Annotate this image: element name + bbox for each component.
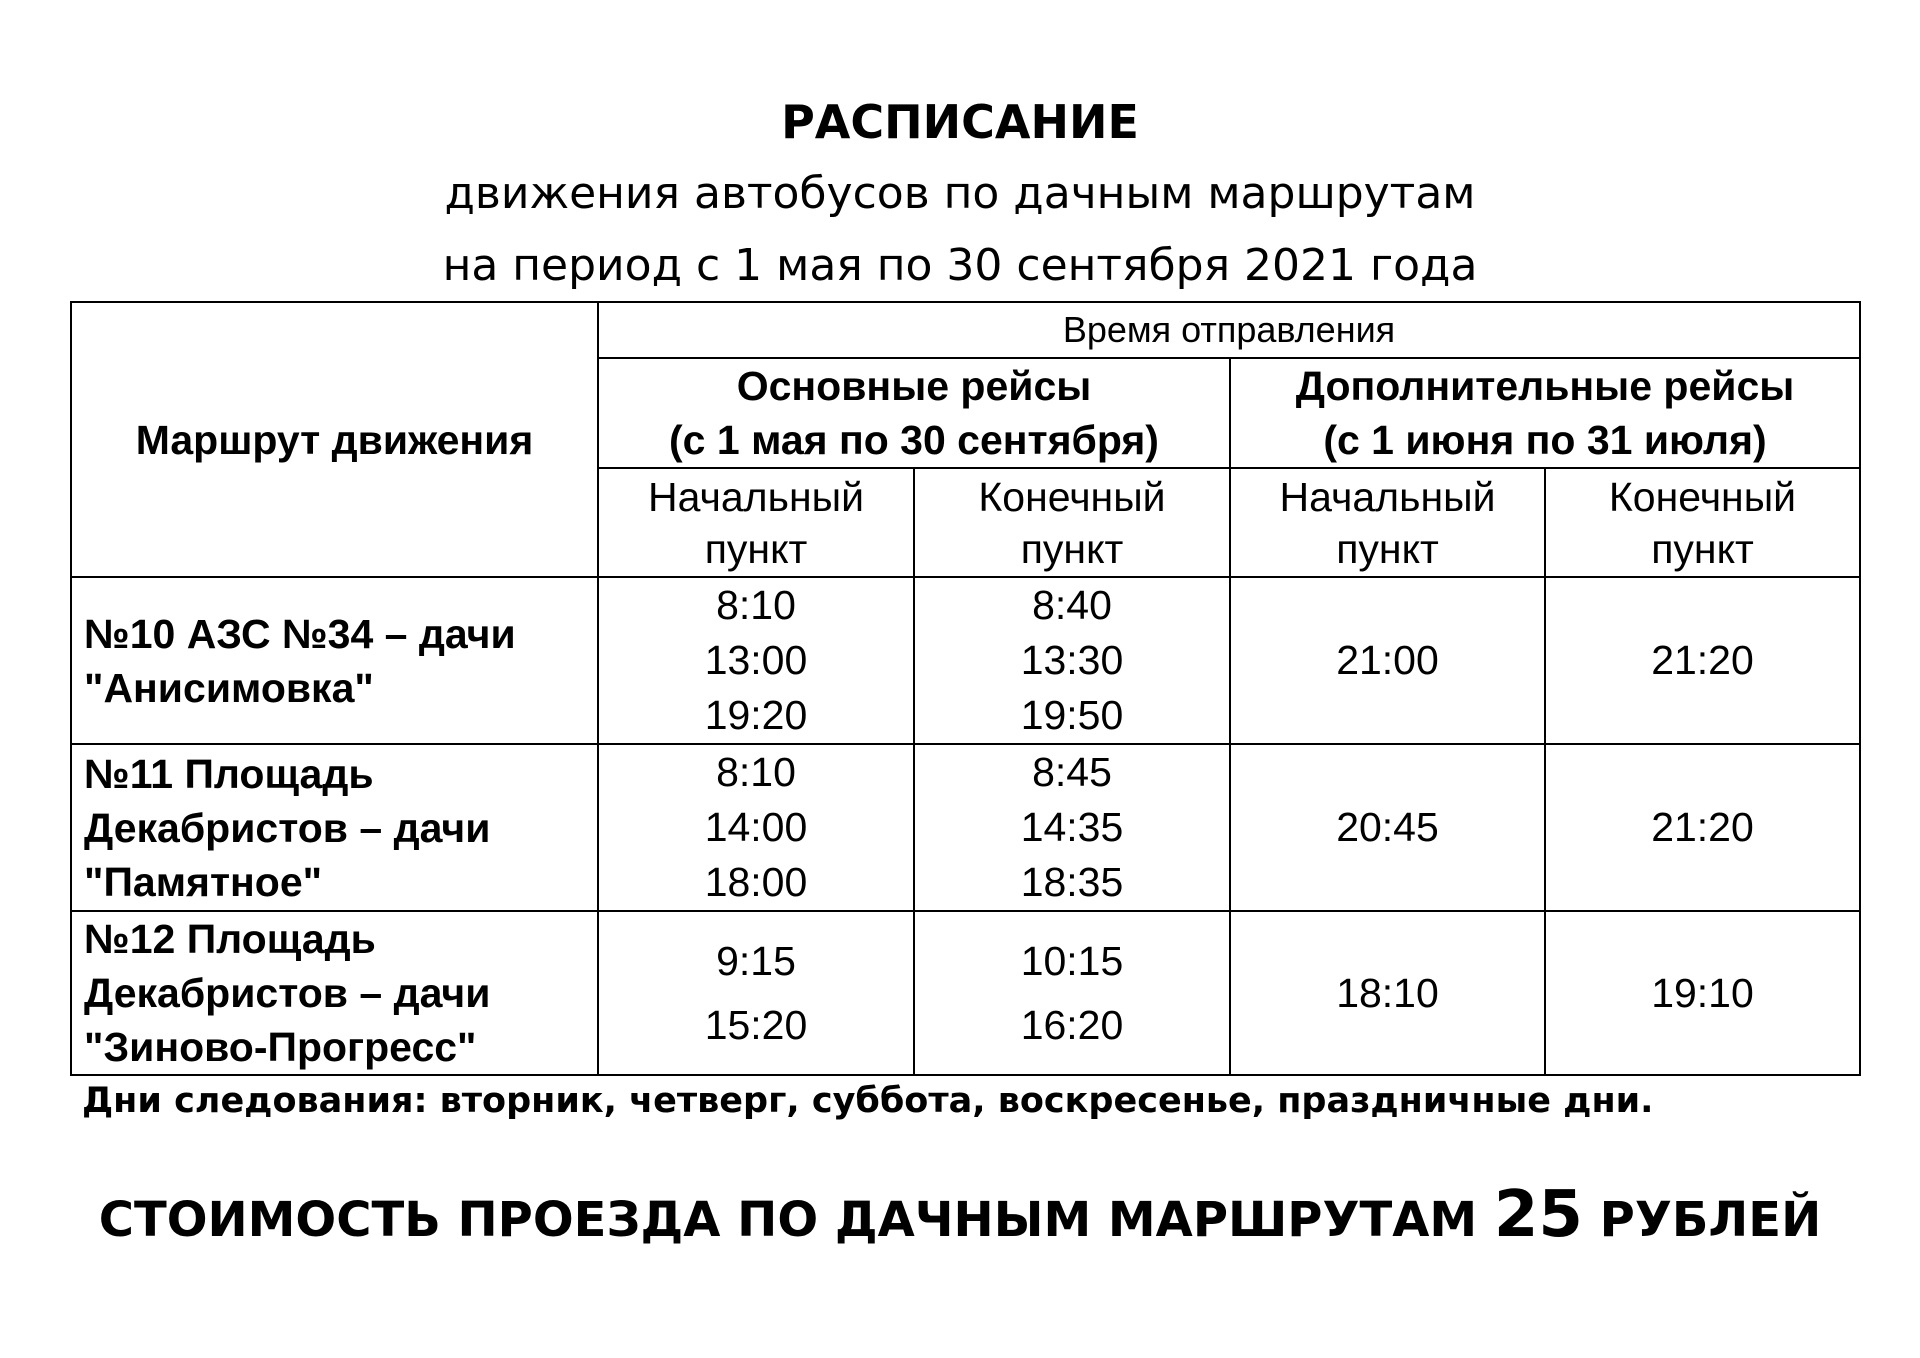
extra-start-time: 21:00 <box>1230 577 1545 744</box>
route-cell <box>71 744 598 911</box>
sub-header-extra-end <box>1545 468 1860 577</box>
time-value: 8:45 <box>1032 749 1112 795</box>
page-title: РАСПИСАНИЕ <box>781 95 1139 149</box>
sub-header-line: пункт <box>1020 525 1124 572</box>
main-trips-period: (с 1 мая по 30 сентября) <box>669 417 1159 463</box>
route-line: Декабристов – дачи <box>84 970 491 1016</box>
main-end-times <box>914 744 1230 911</box>
time-value: 13:30 <box>1020 637 1124 683</box>
time-value: 8:10 <box>716 582 796 628</box>
route-cell <box>71 911 598 1075</box>
sub-header-line: пункт <box>1651 525 1754 572</box>
sub-header-line: Начальный <box>648 473 864 520</box>
table-row <box>71 744 1860 911</box>
main-end-times <box>914 911 1230 1075</box>
sub-header-main-end <box>914 468 1230 577</box>
time-value: 14:00 <box>704 804 808 850</box>
route-line: №10 АЗС №34 – дачи <box>84 610 516 657</box>
route-line: "Анисимовка" <box>84 664 374 711</box>
extra-end-time: 21:20 <box>1545 744 1860 911</box>
subtitle-line-2: на период с 1 мая по 30 сентября 2021 года <box>442 240 1478 291</box>
time-value: 13:00 <box>704 637 808 683</box>
fare-suffix: РУБЛЕЙ <box>1599 1192 1822 1248</box>
route-cell <box>71 577 598 744</box>
extra-end-time: 19:10 <box>1545 911 1860 1075</box>
extra-trips-period: (с 1 июня по 31 июля) <box>1323 417 1767 463</box>
extra-trips-title: Дополнительные рейсы <box>1295 363 1795 409</box>
route-line: "Памятное" <box>84 858 323 905</box>
sub-header-line: Конечный <box>1608 473 1797 520</box>
extra-start-time: 18:10 <box>1230 911 1545 1075</box>
extra-trips-header <box>1230 358 1860 468</box>
route-line: №11 Площадь <box>84 750 374 797</box>
main-trips-header <box>598 358 1230 468</box>
fare-prefix: СТОИМОСТЬ ПРОЕЗДА ПО ДАЧНЫМ МАРШРУТАМ <box>98 1192 1478 1248</box>
time-value: 18:35 <box>1020 859 1124 905</box>
sub-header-extra-start <box>1230 468 1545 577</box>
route-line: Декабристов – дачи <box>84 804 491 851</box>
time-value: 14:35 <box>1020 804 1124 850</box>
sub-header-line: пункт <box>704 525 808 572</box>
sub-header-line: пункт <box>1336 525 1439 572</box>
sub-header-line: Конечный <box>978 473 1166 520</box>
main-end-times <box>914 577 1230 744</box>
time-value: 15:20 <box>704 1002 808 1048</box>
table-row <box>71 911 1860 1075</box>
main-start-times <box>598 577 914 744</box>
fare-notice <box>0 1180 1920 1255</box>
route-line: №12 Площадь <box>84 916 376 962</box>
time-value: 19:20 <box>704 692 808 738</box>
time-value: 9:15 <box>716 938 796 984</box>
route-line: "Зиново-Прогресс" <box>84 1024 477 1070</box>
sub-header-line: Начальный <box>1279 473 1496 520</box>
main-trips-title: Основные рейсы <box>736 363 1092 409</box>
service-days-note: Дни следования: вторник, четверг, суббота, воскресенье, праздничные дни. <box>82 1081 1654 1121</box>
extra-end-time: 21:20 <box>1545 577 1860 744</box>
schedule-table <box>70 301 1861 1076</box>
time-value: 19:50 <box>1020 692 1124 738</box>
route-header: Маршрут движения <box>71 302 598 577</box>
time-value: 10:15 <box>1020 938 1124 984</box>
table-row <box>71 577 1860 744</box>
time-value: 18:00 <box>704 859 808 905</box>
time-value: 8:10 <box>716 749 796 795</box>
extra-start-time: 20:45 <box>1230 744 1545 911</box>
time-value: 16:20 <box>1020 1002 1124 1048</box>
time-value: 8:40 <box>1032 582 1112 628</box>
main-start-times <box>598 744 914 911</box>
fare-amount: 25 <box>1493 1178 1583 1252</box>
subtitle-line-1: движения автобусов по дачным маршрутам <box>444 168 1476 219</box>
departure-header: Время отправления <box>598 302 1860 358</box>
sub-header-main-start <box>598 468 914 577</box>
main-start-times <box>598 911 914 1075</box>
